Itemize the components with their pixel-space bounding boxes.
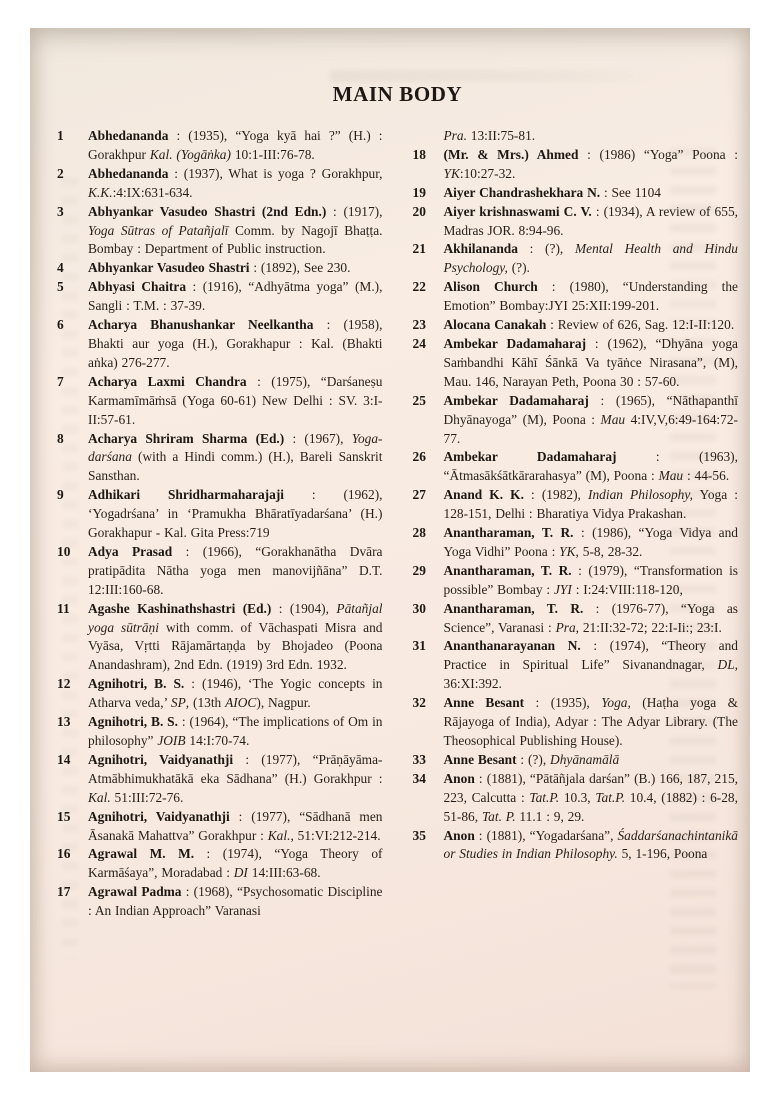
bib-entry	[57, 373, 383, 430]
entry-text: Anne Besant : (1935), Yoga, (Haṭha yoga & Rājayoga of India), Adyar : The Adyar Library. (The Theosophical Publishing House).	[443, 695, 739, 748]
bib-entry	[57, 127, 383, 165]
entry-number: 2	[57, 165, 64, 181]
entry-number: 14	[57, 751, 71, 767]
entry-text: Adhikari Shridharmaharajaji : (1962), ‘Yogadrśana’ in ‘Pramukha Bhāratīyadarśana’ (H.) Gorakhapur - Kal. Gita Press:719	[88, 487, 383, 541]
bib-entry	[57, 259, 383, 278]
bib-entry	[413, 203, 739, 241]
entry-number: 29	[412, 562, 426, 578]
bibliography-columns	[57, 127, 738, 921]
bib-entry	[413, 770, 739, 827]
bib-entry	[413, 184, 739, 203]
entry-number: 8	[57, 430, 64, 446]
bib-entry	[413, 392, 739, 449]
entry-number: 6	[57, 317, 64, 333]
scanned-page	[30, 28, 750, 1072]
entry-text: Abhyasi Chaitra : (1916), “Adhyātma yoga” (M.), Sangli : T.M. : 37-39.	[88, 279, 383, 314]
bib-entry	[57, 203, 383, 260]
entry-text: Anand K. K. : (1982), Indian Philosophy, Yoga : 128-151, Delhi : Bharatiya Vidya Prakashan.	[443, 487, 738, 522]
entry-text: Adya Prasad : (1966), “Gorakhanātha Dvāra pratipādita Nātha yoga men manovijñāna” D.T. 12:III:160-68.	[88, 543, 383, 597]
entry-text: Alocana Canakah : Review of 626, Sag. 12:I-II:120.	[443, 317, 735, 333]
bib-entry	[57, 600, 383, 676]
bib-entry	[57, 165, 383, 203]
bib-entry	[413, 562, 739, 600]
entry-number	[413, 127, 437, 146]
entry-text: Agnihotri, Vaidyanathji : (1977), “Prāṇāyāma- Atmābhimukhatākā eka Sādhana” (H.) Gorakhpur : Kal. 51:III:72-76.	[88, 751, 383, 805]
entry-text: Acharya Bhanushankar Neelkantha : (1958), Bhakti aur yoga (H.), Gorakhapur : Kal. (Bhakti aṅka) 276-277.	[88, 317, 383, 370]
entry-text: Anne Besant : (?), Dhyānamālā	[443, 751, 620, 767]
entry-text: Ambekar Dadamaharaj : (1963), “Ātmasākśātkārarahasya” (M), Poona : Mau : 44-56.	[443, 449, 738, 484]
entry-number: 31	[412, 638, 426, 654]
entry-number: 7	[57, 373, 64, 389]
entry-number: 34	[412, 770, 426, 786]
entry-text: (Mr. & Mrs.) Ahmed : (1986) “Yoga” Poona : YK:10:27-32.	[443, 146, 739, 181]
entry-text: Agashe Kashinathshastri (Ed.) : (1904), Pātañjal yoga sūtrāṇi with comm. of Vāchaspati Misra and Vyāsa, Vṛtti Rājamārtaṇḍa by Bhojadeo (Poona Anandashram), 2nd Edn. (1919) 3rd Edn. 1932.	[88, 600, 383, 673]
entry-text: Ambekar Dadamaharaj : (1965), “Nāthapanthī Dhyānayoga” (M), Poona : Mau 4:IV,V,6:49-164:72-77.	[443, 392, 738, 446]
bib-entry	[57, 278, 383, 316]
bib-entry	[57, 751, 383, 808]
entry-text: Anon : (1881), “Pātāñjala darśan” (B.) 166, 187, 215, 223, Calcutta : Tat.P. 10.3, Tat.P. 10.4, (1882) : 6-28, 51-86, Tat. P. 11.1 : 9, 29.	[443, 770, 738, 824]
bib-entry	[57, 430, 383, 487]
entry-text: Anantharaman, T. R. : (1986), “Yoga Vidya and Yoga Vidhi” Poona : YK, 5-8, 28-32.	[443, 525, 739, 559]
entry-text: Anon : (1881), “Yogadarśana”, Śaddarśanachintanikā or Studies in Indian Philosophy. 5, 1-196, Poona	[443, 827, 738, 862]
bib-entry	[413, 751, 739, 770]
entry-number: 18	[412, 146, 426, 162]
bib-entry-continuation	[413, 127, 739, 146]
bib-entry	[57, 675, 383, 713]
bib-entry	[413, 335, 739, 392]
entry-number: 26	[412, 449, 426, 465]
bib-entry	[57, 543, 383, 600]
entry-number: 13	[57, 714, 71, 730]
entry-text: Agrawal Padma : (1968), “Psychosomatic Discipline : An Indian Approach” Varanasi	[88, 884, 383, 919]
page-content	[30, 28, 750, 1072]
bib-entry	[413, 694, 739, 751]
entry-number: 30	[412, 600, 426, 616]
entry-number: 9	[57, 487, 64, 503]
bib-entry	[57, 883, 383, 921]
entry-number: 21	[412, 241, 426, 257]
entry-text: Agnihotri, B. S. : (1946), ‘The Yogic concepts in Atharva veda,’ SP, (13th AIOC), Nagpur.	[88, 676, 383, 711]
entry-number: 22	[412, 279, 426, 295]
bib-entry	[413, 486, 739, 524]
entry-number: 10	[57, 543, 71, 559]
bib-entry	[57, 316, 383, 373]
entry-number: 23	[412, 317, 426, 333]
entry-text: Acharya Shriram Sharma (Ed.) : (1967), Yoga-darśana (with a Hindi comm.) (H.), Bareli Sanskrit Sansthan.	[88, 430, 383, 484]
entry-text: Anantharaman, T. R. : (1976-77), “Yoga as Science”, Varanasi : Pra, 21:II:32-72; 22:I-Ii:; 23:I.	[443, 600, 738, 635]
entry-text: Aiyer Chandrashekhara N. : See 1104	[443, 184, 662, 200]
bib-entry	[413, 448, 739, 486]
entry-number: 4	[57, 260, 64, 276]
bib-entry	[413, 600, 739, 638]
entry-number: 11	[57, 600, 70, 616]
entry-text: Agrawal M. M. : (1974), “Yoga Theory of Karmāśaya”, Moradabad : DI 14:III:63-68.	[88, 846, 383, 881]
entry-text: Akhilananda : (?), Mental Health and Hindu Psychology, (?).	[443, 241, 738, 276]
entry-text: Alison Church : (1980), “Understanding the Emotion” Bombay:JYI 25:XII:199-201.	[443, 279, 738, 314]
entry-text: Abhedananda : (1937), What is yoga ? Gorakhpur, K.K.:4:IX:631-634.	[88, 165, 383, 200]
entry-number: 28	[412, 525, 426, 541]
entry-text: Abhyankar Vasudeo Shastri : (1892), See 230.	[88, 260, 351, 276]
entry-number: 5	[57, 279, 64, 295]
bib-entry	[413, 240, 739, 278]
bib-entry	[413, 316, 739, 335]
entry-number: 24	[412, 335, 426, 351]
right-column	[413, 127, 739, 921]
entry-number: 16	[57, 846, 71, 862]
bib-entry	[57, 713, 383, 751]
bib-entry	[413, 637, 739, 694]
entry-number: 1	[57, 128, 64, 143]
entry-text: Agnihotri, Vaidyanathji : (1977), “Sādhanā men Āsanakā Mahattva” Gorakhpur : Kal., 51:VI:212-214.	[88, 808, 383, 843]
bib-entry	[57, 486, 383, 543]
entry-text: Agnihotri, B. S. : (1964), “The implications of Om in philosophy” JOIB 14:I:70-74.	[88, 714, 383, 748]
entry-text: Ambekar Dadamaharaj : (1962), “Dhyāna yoga Saṁbandhi Kāhī Śānkā Va tyāṅce Nirasana”, (M), Mau. 146, Narayan Peth, Poona 30 : 57-60.	[443, 335, 738, 389]
entry-text: Abhedananda : (1935), “Yoga kyā hai ?” (H.) : Gorakhpur Kal. (Yogāṅka) 10:1-III:76-78.	[88, 128, 383, 162]
entry-number: 25	[412, 392, 426, 408]
bib-entry	[57, 845, 383, 883]
entry-text: Ananthanarayanan N. : (1974), “Theory and Practice in Spiritual Life” Sivanandnagar, DL, 36:XI:392.	[443, 638, 738, 692]
entry-number: 27	[412, 487, 426, 503]
bib-entry	[413, 524, 739, 562]
entry-number: 3	[57, 203, 64, 219]
entry-number: 32	[412, 695, 426, 711]
bib-entry	[57, 808, 383, 846]
entry-text: Anantharaman, T. R. : (1979), “Transformation is possible” Bombay : JYI : I:24:VIII:118-120,	[443, 562, 739, 597]
entry-text: Aiyer krishnaswami C. V. : (1934), A review of 655, Madras JOR. 8:94-96.	[443, 203, 738, 238]
bib-entry	[413, 146, 739, 184]
entry-number: 35	[412, 827, 426, 843]
entry-number: 19	[412, 184, 426, 200]
entry-number: 33	[412, 751, 426, 767]
entry-number: 15	[57, 808, 71, 824]
entry-text: Pra. 13:II:75-81.	[443, 128, 536, 143]
entry-number: 17	[57, 884, 71, 900]
entry-text: Acharya Laxmi Chandra : (1975), “Darśaneṣu Karmamīmāṁsā (Yoga 60-61) New Delhi : SV. 3:I-II:57-61.	[88, 373, 383, 427]
bib-entry	[413, 278, 739, 316]
entry-number: 20	[412, 203, 426, 219]
page-title: MAIN BODY	[332, 82, 463, 106]
left-column	[57, 127, 383, 921]
entry-text: Abhyankar Vasudeo Shastri (2nd Edn.) : (1917), Yoga Sūtras of Patañjalī Comm. by Nagojī Bhaṭṭa. Bombay : Department of Public instruction.	[88, 203, 383, 257]
bib-entry	[413, 827, 739, 865]
entry-number: 12	[57, 676, 71, 692]
